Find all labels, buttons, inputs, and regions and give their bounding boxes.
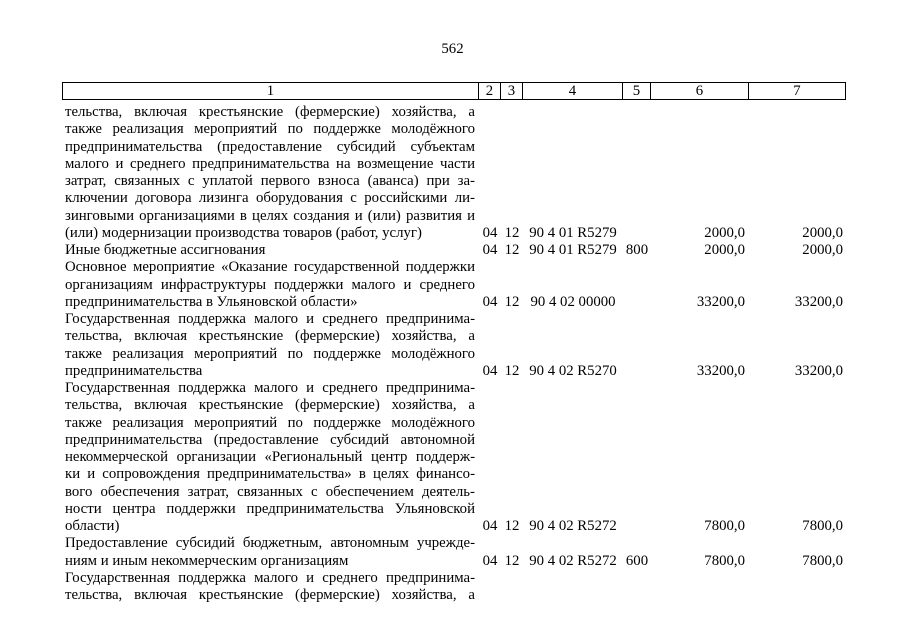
target-article-cell: 90 4 02 00000 bbox=[530, 293, 616, 310]
name-text-line: тельства, включая крестьянские (фермерские) хозяйства, а bbox=[65, 587, 475, 603]
name-cell bbox=[63, 259, 479, 311]
name-text-line: Предоставление субсидий бюджетным, автономным учрежде- bbox=[65, 535, 475, 552]
name-text-line: Государственная поддержка малого и среднего предпринима- bbox=[65, 380, 475, 396]
name-cell bbox=[63, 104, 479, 242]
page-number: 562 bbox=[441, 41, 464, 57]
header-cell-expense-type: 5 bbox=[623, 83, 651, 99]
amount-1-cell: 7800,0 bbox=[704, 552, 745, 569]
name-text-line: предпринимательства (предоставление субсидий субъектам bbox=[65, 138, 475, 155]
header-cell-name: 1 bbox=[63, 83, 479, 99]
name-text-line: тельства, включая крестьянские (фермерские) хозяйства, а bbox=[65, 104, 475, 120]
expense-type-cell bbox=[623, 363, 651, 380]
name-text-line: предпринимательства (предоставление субсидий автономной bbox=[65, 431, 475, 448]
amount-1-cell: 2000,0 bbox=[704, 242, 745, 258]
expense-type-cell: 800 bbox=[625, 242, 649, 258]
name-text-line: ключении договора лизинга оборудования с российскими ли- bbox=[65, 190, 475, 207]
target-article-cell: 90 4 02 R5272 bbox=[529, 518, 617, 534]
subsection-cell: 12 bbox=[504, 242, 520, 258]
name-text-line: ки и сопровождения предпринимательства» в целях финансо- bbox=[65, 466, 475, 483]
name-text-line: зинговыми организациями в целях создания и (или) развития и bbox=[65, 207, 475, 224]
table-row bbox=[63, 570, 846, 605]
table-header bbox=[62, 82, 846, 100]
amount-2-cell: 33200,0 bbox=[794, 293, 843, 310]
amount-2-cell: 7800,0 bbox=[802, 552, 843, 569]
amount-2-cell: 33200,0 bbox=[794, 362, 843, 379]
name-text-line: вого обеспечения затрат, связанных с обеспечением деятель- bbox=[65, 483, 475, 500]
name-text-line: области) bbox=[65, 518, 120, 534]
target-article-cell: 90 4 01 R5279 bbox=[529, 242, 617, 258]
subsection-cell: 12 bbox=[504, 552, 520, 569]
name-text-line: Основное мероприятие «Оказание государственной поддержки bbox=[65, 259, 475, 276]
name-text-line: затрат, связанных с уплатой первого взноса (аванса) при за- bbox=[65, 173, 475, 189]
name-cell bbox=[63, 311, 479, 380]
target-article-cell: 90 4 02 R5272 bbox=[529, 552, 617, 569]
name-text-line: также реализация мероприятий по поддержке молодёжного bbox=[65, 345, 475, 362]
name-text-line: Государственная поддержка малого и среднего предпринима- bbox=[65, 569, 475, 586]
section-cell: 04 bbox=[482, 293, 498, 310]
amount-1-cell: 7800,0 bbox=[704, 518, 745, 534]
subsection-cell: 12 bbox=[504, 293, 520, 310]
target-article-cell: 90 4 01 R5279 bbox=[529, 224, 617, 241]
table-row bbox=[63, 104, 846, 242]
name-text-line: также реализация мероприятий по поддержке молодёжного bbox=[65, 121, 475, 138]
subsection-cell: 12 bbox=[504, 224, 520, 241]
header-cell-section: 2 bbox=[479, 83, 501, 99]
section-cell: 04 bbox=[482, 362, 498, 379]
name-cell bbox=[63, 535, 479, 570]
name-text-line: малого и среднего предпринимательства на возмещение части bbox=[65, 155, 475, 172]
section-cell: 04 bbox=[482, 242, 498, 258]
name-text-line: тельства, включая крестьянские (фермерские) хозяйства, а bbox=[65, 328, 475, 345]
expense-type-cell bbox=[623, 518, 651, 535]
amount-2-cell: 2000,0 bbox=[802, 224, 843, 241]
name-cell bbox=[63, 570, 479, 605]
amount-1-cell: 33200,0 bbox=[696, 293, 745, 310]
table-body bbox=[63, 104, 846, 604]
name-text-line: ниям и иным некоммерческим организациям bbox=[65, 552, 349, 569]
name-text-line: Иные бюджетные ассигнования bbox=[65, 242, 266, 258]
subsection-cell: 12 bbox=[504, 362, 520, 379]
name-text-line: некоммерческой организации «Региональный центр поддерж- bbox=[65, 449, 475, 465]
name-text-line: предпринимательства в Ульяновской области» bbox=[65, 293, 358, 310]
section-cell: 04 bbox=[482, 552, 498, 569]
header-cell-subsection: 3 bbox=[501, 83, 523, 99]
subsection-cell: 12 bbox=[504, 518, 520, 534]
table-row bbox=[63, 259, 846, 311]
amount-1-cell: 33200,0 bbox=[696, 362, 745, 379]
section-cell: 04 bbox=[482, 224, 498, 241]
name-text-line: также реализация мероприятий по поддержке молодёжного bbox=[65, 414, 475, 431]
table-row bbox=[63, 380, 846, 535]
section-cell: 04 bbox=[482, 518, 498, 534]
table-row bbox=[63, 242, 846, 259]
amount-2-cell: 7800,0 bbox=[802, 518, 843, 534]
header-cell-target-article: 4 bbox=[523, 83, 623, 99]
target-article-cell: 90 4 02 R5270 bbox=[529, 362, 617, 379]
name-text-line: тельства, включая крестьянские (фермерские) хозяйства, а bbox=[65, 397, 475, 414]
expense-type-cell bbox=[623, 225, 651, 242]
name-cell bbox=[63, 380, 479, 535]
header-cell-amount-2: 7 bbox=[749, 83, 846, 99]
amount-2-cell: 2000,0 bbox=[802, 242, 843, 258]
amount-1-cell: 2000,0 bbox=[704, 224, 745, 241]
header-cell-amount-1: 6 bbox=[651, 83, 749, 99]
expense-type-cell: 600 bbox=[625, 552, 649, 569]
table-row bbox=[63, 311, 846, 380]
name-text-line: предпринимательства bbox=[65, 362, 203, 379]
name-text-line: ности центра поддержки предпринимательства Ульяновской bbox=[65, 500, 475, 517]
name-text-line: организациям инфраструктуры поддержки малого и среднего bbox=[65, 276, 475, 293]
table-row bbox=[63, 535, 846, 570]
name-cell bbox=[63, 242, 479, 259]
name-text-line: (или) модернизации производства товаров (работ, услуг) bbox=[65, 224, 422, 241]
expense-type-cell bbox=[623, 294, 651, 311]
name-text-line: Государственная поддержка малого и среднего предпринима- bbox=[65, 311, 475, 327]
